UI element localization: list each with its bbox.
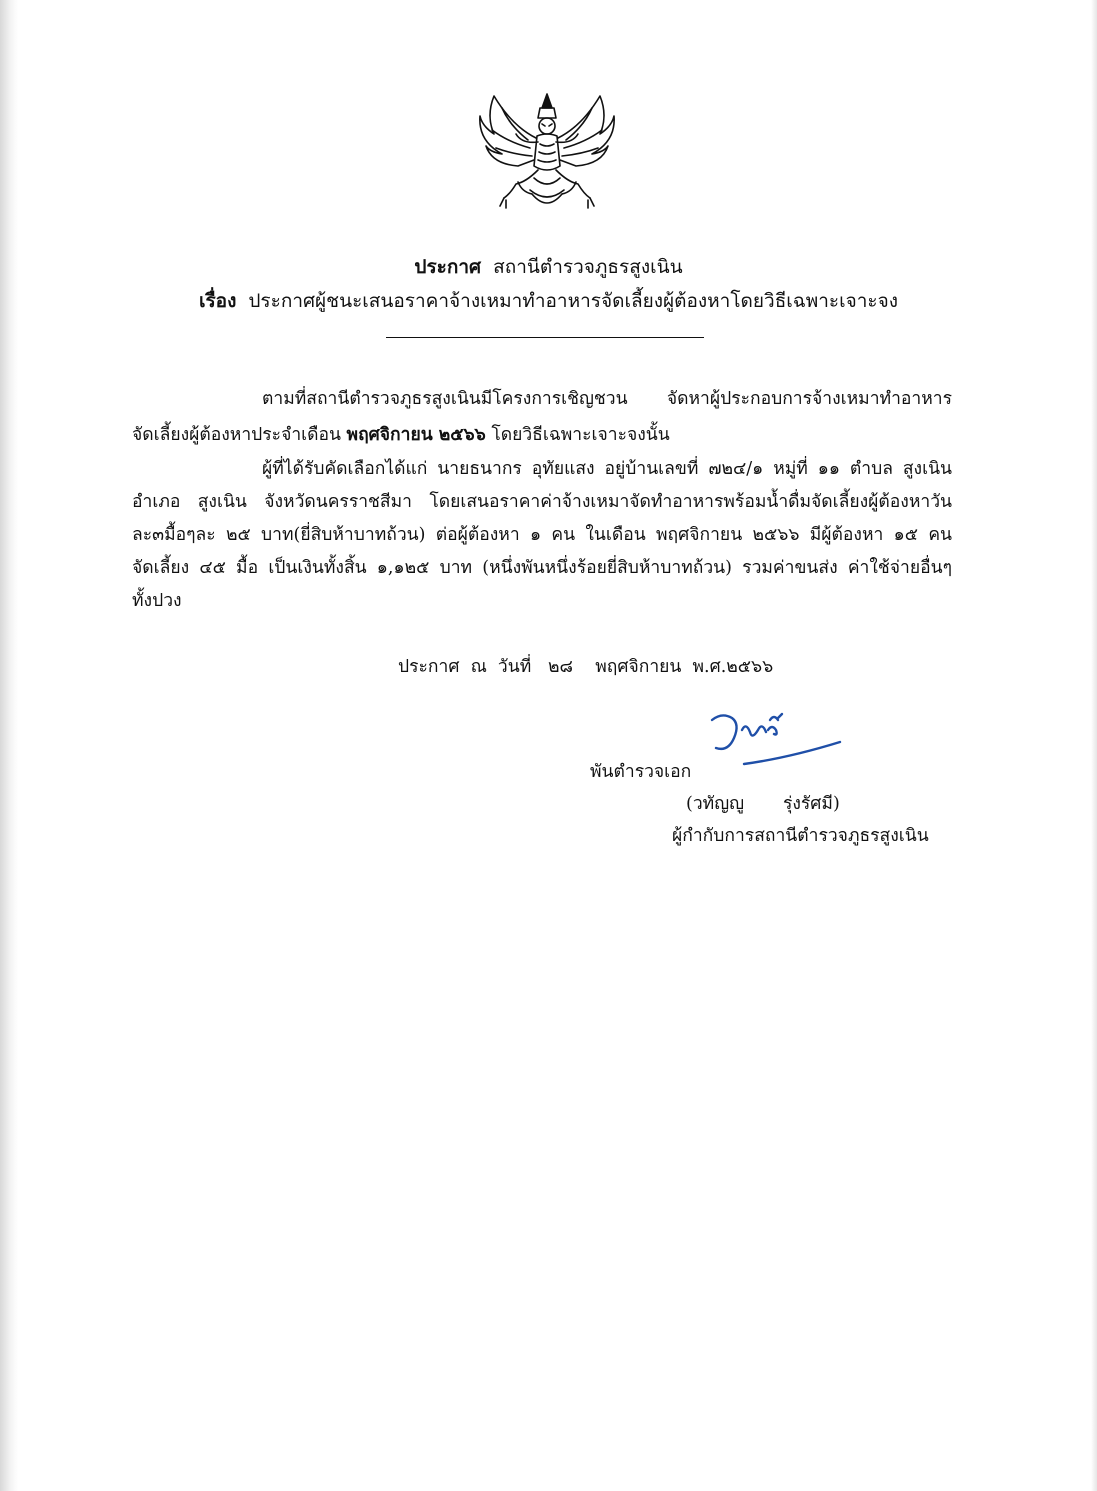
signatory-rank: พันตำรวจเอก [590,762,692,782]
month-year-bold: พฤศจิกายน ๒๕๖๖ [346,425,486,445]
announcement-date: ประกาศ ณ วันที่ ๒๘ พฤศจิกายน พ.ศ.๒๕๖๖ [398,657,774,677]
handwritten-signature-icon [708,708,848,774]
paragraph-2-line-5: ทั้งปวง [132,591,182,611]
paragraph-2-line-3: ละ๓มื้อๆละ ๒๕ บาท(ยี่สิบห้าบาทถ้วน) ต่อผู้ต้องหา ๑ คน ในเดือน พฤศจิกายน ๒๕๖๖ มีผู้ต้องหา ๑๕ คน [132,525,952,545]
signatory-position: ผู้กำกับการสถานีตำรวจภูธรสูงเนิน [672,826,929,846]
paragraph-2-line-4: จัดเลี้ยง ๔๕ มื้อ เป็นเงินทั้งสิ้น ๑,๑๒๕ บาท (หนึ่งพันหนึ่งร้อยยี่สิบห้าบาทถ้วน) รวมค่าขนส่ง ค่าใช้จ่ายอื่นๆ [132,558,952,578]
page-edge-shadow [0,0,18,1491]
header-divider [386,337,704,338]
issuer-name: สถานีตำรวจภูธรสูงเนิน [493,256,683,278]
announcement-header [0,252,1097,282]
subject-label: เรื่อง [198,290,237,312]
p1-text-pre: จัดเลี้ยงผู้ต้องหาประจำเดือน [132,425,347,445]
subject-text: ประกาศผู้ชนะเสนอราคาจ้างเหมาทำอาหารจัดเลี้ยงผู้ต้องหาโดยวิธีเฉพาะเจาะจง [248,290,899,312]
paragraph-2-line-1: ผู้ที่ได้รับคัดเลือกได้แก่ นายธนากร อุทัยแสง อยู่บ้านเลขที่ ๗๒๔/๑ หมู่ที่ ๑๑ ตำบล สูงเนิน [262,459,952,479]
page-edge-right [1091,0,1097,1491]
paragraph-1-line-2 [132,420,952,448]
p1-text-post: โดยวิธีเฉพาะเจาะจงนั้น [485,425,670,445]
paragraph-1-line-1: ตามที่สถานีตำรวจภูธรสูงเนินมีโครงการเชิญชวน จัดหาผู้ประกอบการจ้างเหมาทำอาหาร [262,389,952,409]
paragraph-2-line-2: อำเภอ สูงเนิน จังหวัดนครราชสีมา โดยเสนอราคาค่าจ้างเหมาจัดทำอาหารพร้อมน้ำดื่มจัดเลี้ยงผู้ต้องหาวัน [132,492,952,512]
garuda-emblem-icon [472,86,622,216]
signatory-name: (วทัญญู รุ่งรัศมี) [686,794,840,814]
announcement-label: ประกาศ [414,256,482,278]
subject-header [0,286,1097,316]
